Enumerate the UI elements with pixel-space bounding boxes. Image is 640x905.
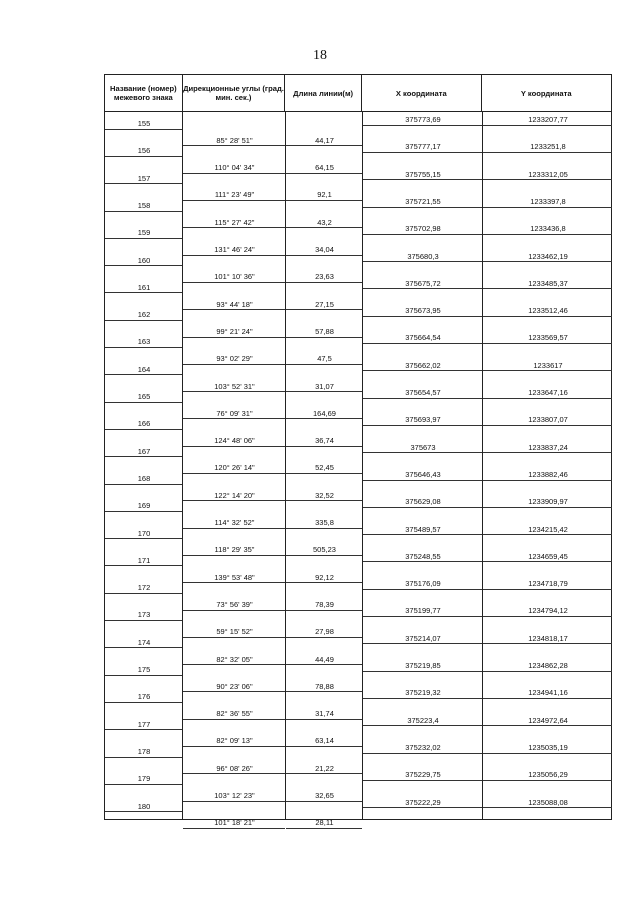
line-length: 32,52 — [315, 490, 334, 500]
row-rule — [483, 316, 612, 317]
row-rule — [483, 534, 612, 535]
row-rule — [105, 565, 182, 566]
row-rule — [363, 179, 482, 180]
row-rule — [183, 691, 285, 692]
x-coordinate: 375199,77 — [405, 606, 441, 616]
x-coordinate: 375702,98 — [405, 224, 441, 234]
row-rule — [483, 643, 612, 644]
x-coordinate: 375176,09 — [405, 579, 441, 589]
x-coordinate: 375662,02 — [405, 360, 441, 370]
row-rule — [105, 702, 182, 703]
y-coordinate: 1233251,8 — [530, 142, 566, 152]
row-rule — [286, 145, 362, 146]
row-rule — [363, 643, 482, 644]
row-rule — [105, 757, 182, 758]
row-rule — [363, 507, 482, 508]
row-rule — [105, 402, 182, 403]
row-rule — [183, 746, 285, 747]
row-rule — [286, 473, 362, 474]
point-name: 156 — [137, 146, 151, 156]
x-coordinate: 375673,95 — [405, 306, 441, 316]
direction-angle: 99° 21' 24" — [216, 326, 253, 336]
direction-angle: 101° 10' 36" — [214, 272, 255, 282]
direction-angle: 90° 23' 06" — [216, 681, 253, 691]
row-rule — [363, 780, 482, 781]
row-rule — [183, 610, 285, 611]
direction-angle: 124° 48' 06" — [214, 436, 255, 446]
row-rule — [483, 234, 612, 235]
line-length: 44,49 — [315, 654, 334, 664]
line-length: 27,98 — [315, 627, 334, 637]
row-rule — [105, 511, 182, 512]
direction-angle: 82° 36' 55" — [216, 709, 253, 719]
row-rule — [286, 255, 362, 256]
row-rule — [183, 664, 285, 665]
direction-angle: 115° 27' 42" — [214, 217, 255, 227]
row-rule — [286, 719, 362, 720]
direction-angle: 73° 56' 39" — [216, 599, 253, 609]
survey-table — [104, 74, 612, 828]
header-point-name: Название (номер) межевого знака — [105, 75, 183, 111]
row-rule — [363, 698, 482, 699]
row-rule — [105, 811, 182, 812]
x-coordinate: 375214,07 — [405, 633, 441, 643]
y-coordinate: 1234941,16 — [528, 688, 568, 698]
row-rule — [286, 418, 362, 419]
row-rule — [183, 637, 285, 638]
point-name: 180 — [137, 801, 151, 811]
line-length: 43,2 — [317, 217, 332, 227]
y-coordinate: 1235056,29 — [528, 770, 568, 780]
x-coordinate: 375680,3 — [407, 251, 439, 261]
point-name: 176 — [137, 692, 151, 702]
row-rule — [286, 337, 362, 338]
line-length: 505,23 — [313, 545, 336, 555]
x-coordinate: 375693,97 — [405, 415, 441, 425]
y-coordinate: 1234718,79 — [528, 579, 568, 589]
line-length: 31,07 — [315, 381, 334, 391]
row-rule — [183, 828, 285, 829]
point-name: 161 — [137, 282, 151, 292]
row-rule — [286, 773, 362, 774]
row-rule — [286, 227, 362, 228]
x-coordinate: 375223,4 — [407, 715, 439, 725]
row-rule — [183, 473, 285, 474]
header-y-coordinate: Y координата — [520, 88, 572, 98]
row-rule — [363, 207, 482, 208]
row-rule — [363, 480, 482, 481]
row-rule — [483, 589, 612, 590]
direction-angle: 101° 18' 21" — [214, 818, 255, 828]
y-coordinate: 1234818,17 — [528, 633, 568, 643]
row-rule — [483, 370, 612, 371]
x-coordinate: 375654,57 — [405, 388, 441, 397]
direction-angle: 114° 32' 52" — [214, 518, 255, 527]
row-rule — [363, 398, 482, 399]
line-length: 164,69 — [313, 408, 336, 418]
direction-angle: 111° 23' 49" — [214, 190, 255, 200]
row-rule — [363, 234, 482, 235]
direction-angle: 96° 08' 26" — [216, 763, 253, 773]
point-name: 164 — [137, 364, 151, 374]
direction-angle: 118° 29' 35" — [214, 545, 255, 555]
row-rule — [183, 801, 285, 802]
point-name: 162 — [137, 310, 151, 320]
point-name: 168 — [137, 473, 151, 483]
row-rule — [286, 364, 362, 365]
y-coordinate: 1233617 — [533, 360, 563, 370]
point-name: 166 — [137, 419, 151, 429]
direction-angle: 82° 32' 05" — [216, 654, 253, 664]
y-coordinate: 1234215,42 — [528, 524, 568, 534]
row-rule — [286, 309, 362, 310]
row-rule — [363, 807, 482, 808]
row-rule — [286, 500, 362, 501]
line-length: 28,11 — [315, 818, 334, 828]
row-rule — [363, 671, 482, 672]
row-rule — [286, 582, 362, 583]
row-rule — [483, 753, 612, 754]
row-rule — [483, 261, 612, 262]
row-rule — [483, 480, 612, 481]
row-rule — [105, 784, 182, 785]
direction-angle: 93° 44' 18" — [216, 299, 253, 309]
y-coordinate: 1234794,12 — [528, 606, 568, 616]
row-rule — [183, 173, 285, 174]
line-length: 63,14 — [315, 736, 334, 746]
row-rule — [105, 347, 182, 348]
line-length: 52,45 — [315, 463, 334, 473]
row-rule — [183, 391, 285, 392]
y-coordinate: 1233647,16 — [528, 388, 568, 397]
y-coordinate: 1233207,77 — [528, 115, 568, 124]
row-rule — [483, 807, 612, 808]
x-coordinate: 375673 — [410, 442, 436, 452]
x-coordinate: 375489,57 — [405, 524, 441, 534]
row-rule — [183, 418, 285, 419]
point-name: 179 — [137, 774, 151, 784]
y-coordinate: 1234659,45 — [528, 551, 568, 561]
y-coordinate: 1235035,19 — [528, 742, 568, 752]
x-coordinate: 375755,15 — [405, 169, 441, 179]
row-rule — [183, 309, 285, 310]
x-coordinate: 375219,85 — [405, 661, 441, 670]
line-length: 47,5 — [317, 354, 332, 364]
row-rule — [363, 370, 482, 371]
row-rule — [363, 261, 482, 262]
x-coordinate: 375721,55 — [405, 196, 441, 206]
line-length: 78,39 — [315, 599, 334, 609]
row-rule — [105, 456, 182, 457]
line-length: 27,15 — [315, 299, 334, 309]
point-name: 172 — [137, 583, 151, 593]
direction-angle: 85° 28' 51" — [216, 135, 253, 145]
point-name: 170 — [137, 528, 151, 538]
line-length: 34,04 — [315, 245, 334, 254]
direction-angle: 59° 15' 52" — [216, 627, 253, 637]
y-coordinate: 1233462,19 — [528, 251, 568, 261]
row-rule — [105, 538, 182, 539]
row-rule — [105, 484, 182, 485]
point-name: 158 — [137, 200, 151, 210]
y-coordinate: 1233909,97 — [528, 497, 568, 507]
point-name: 159 — [137, 228, 151, 238]
x-coordinate: 375219,32 — [405, 688, 441, 698]
row-rule — [363, 316, 482, 317]
direction-angle: 103° 52' 31" — [214, 381, 255, 391]
row-rule — [183, 337, 285, 338]
row-rule — [183, 500, 285, 501]
row-rule — [183, 200, 285, 201]
point-name: 174 — [137, 637, 151, 647]
direction-angle: 93° 02' 29" — [216, 354, 253, 364]
y-coordinate: 1233882,46 — [528, 469, 568, 479]
row-rule — [483, 561, 612, 562]
row-rule — [105, 265, 182, 266]
row-rule — [286, 282, 362, 283]
x-coordinate: 375222,29 — [405, 797, 441, 807]
row-rule — [483, 616, 612, 617]
row-rule — [183, 555, 285, 556]
row-rule — [105, 129, 182, 130]
table-header — [104, 74, 612, 112]
x-coordinate: 375773,69 — [405, 115, 441, 124]
row-rule — [363, 343, 482, 344]
point-name: 160 — [137, 255, 151, 265]
row-rule — [286, 391, 362, 392]
row-rule — [183, 282, 285, 283]
row-rule — [105, 620, 182, 621]
point-name: 171 — [137, 555, 151, 565]
row-rule — [105, 238, 182, 239]
row-rule — [363, 561, 482, 562]
row-rule — [183, 446, 285, 447]
x-coordinate: 375675,72 — [405, 278, 441, 288]
line-length: 335,8 — [315, 518, 334, 527]
x-coordinate: 375229,75 — [405, 770, 441, 780]
row-rule — [363, 125, 482, 126]
row-rule — [483, 780, 612, 781]
row-rule — [105, 292, 182, 293]
row-rule — [183, 255, 285, 256]
row-rule — [286, 555, 362, 556]
row-rule — [363, 152, 482, 153]
y-coordinate: 1233569,57 — [528, 333, 568, 343]
row-rule — [105, 593, 182, 594]
y-coordinate: 1235088,08 — [528, 797, 568, 807]
x-coordinate: 375232,02 — [405, 742, 441, 752]
row-rule — [483, 698, 612, 699]
row-rule — [286, 528, 362, 529]
row-rule — [286, 173, 362, 174]
row-rule — [105, 156, 182, 157]
row-rule — [286, 610, 362, 611]
row-rule — [483, 452, 612, 453]
point-name: 177 — [137, 719, 151, 729]
row-rule — [363, 725, 482, 726]
direction-angle: 122° 14' 20" — [214, 490, 255, 500]
point-name: 169 — [137, 501, 151, 511]
y-coordinate: 1233312,05 — [528, 169, 568, 179]
row-rule — [105, 675, 182, 676]
row-rule — [105, 183, 182, 184]
x-coordinate: 375629,08 — [405, 497, 441, 507]
line-length: 64,15 — [315, 163, 334, 173]
line-length: 57,88 — [315, 326, 334, 336]
x-coordinate: 375248,55 — [405, 551, 441, 561]
row-rule — [286, 801, 362, 802]
direction-angle: 120° 26' 14" — [214, 463, 255, 473]
column-divider — [482, 112, 483, 819]
row-rule — [363, 425, 482, 426]
row-rule — [286, 828, 362, 829]
line-length: 92,12 — [315, 572, 334, 582]
row-rule — [183, 582, 285, 583]
y-coordinate: 1234972,64 — [528, 715, 568, 725]
y-coordinate: 1233397,8 — [530, 196, 566, 206]
row-rule — [286, 746, 362, 747]
point-name: 163 — [137, 337, 151, 347]
table-body — [104, 112, 612, 828]
direction-angle: 82° 09' 13" — [216, 736, 253, 746]
point-name: 178 — [137, 746, 151, 756]
row-rule — [483, 288, 612, 289]
row-rule — [363, 452, 482, 453]
x-coordinate: 375646,43 — [405, 469, 441, 479]
y-coordinate: 1234862,28 — [528, 661, 568, 670]
row-rule — [363, 288, 482, 289]
row-rule — [183, 719, 285, 720]
y-coordinate: 1233837,24 — [528, 442, 568, 452]
row-rule — [363, 589, 482, 590]
row-rule — [286, 637, 362, 638]
point-name: 175 — [137, 665, 151, 674]
point-name: 155 — [137, 119, 151, 128]
direction-angle: 131° 46' 24" — [214, 245, 255, 254]
row-rule — [183, 145, 285, 146]
row-rule — [363, 616, 482, 617]
line-length: 44,17 — [315, 135, 334, 145]
y-coordinate: 1233436,8 — [530, 224, 566, 234]
header-direction-angle: Дирекционные углы (град. мин. сек.) — [183, 75, 286, 111]
line-length: 21,22 — [315, 763, 334, 773]
x-coordinate: 375777,17 — [405, 142, 441, 152]
row-rule — [105, 729, 182, 730]
row-rule — [105, 211, 182, 212]
header-line-length: Длина линии(м) — [285, 75, 362, 111]
y-coordinate: 1233485,37 — [528, 278, 568, 288]
line-length: 32,65 — [315, 791, 334, 800]
point-name: 157 — [137, 173, 151, 183]
row-rule — [183, 773, 285, 774]
row-rule — [105, 374, 182, 375]
direction-angle: 110° 04' 34" — [214, 163, 255, 173]
direction-angle: 103° 12' 23" — [214, 791, 255, 800]
row-rule — [483, 671, 612, 672]
row-rule — [363, 534, 482, 535]
row-rule — [483, 425, 612, 426]
page-number: 18 — [313, 48, 327, 63]
row-rule — [483, 179, 612, 180]
x-coordinate: 375664,54 — [405, 333, 441, 343]
row-rule — [105, 647, 182, 648]
row-rule — [483, 152, 612, 153]
line-length: 23,63 — [315, 272, 334, 282]
row-rule — [183, 227, 285, 228]
point-name: 173 — [137, 610, 151, 620]
point-name: 167 — [137, 446, 151, 456]
row-rule — [105, 320, 182, 321]
row-rule — [105, 429, 182, 430]
line-length: 78,88 — [315, 681, 334, 691]
direction-angle: 139° 53' 48" — [214, 572, 255, 582]
line-length: 36,74 — [315, 436, 334, 446]
direction-angle: 76° 09' 31" — [216, 408, 253, 418]
row-rule — [483, 343, 612, 344]
row-rule — [286, 200, 362, 201]
line-length: 92,1 — [317, 190, 332, 200]
row-rule — [183, 364, 285, 365]
row-rule — [286, 664, 362, 665]
row-rule — [286, 446, 362, 447]
row-rule — [286, 691, 362, 692]
row-rule — [483, 398, 612, 399]
row-rule — [483, 125, 612, 126]
point-name: 165 — [137, 392, 151, 401]
row-rule — [363, 753, 482, 754]
row-rule — [483, 507, 612, 508]
y-coordinate: 1233512,46 — [528, 306, 568, 316]
row-rule — [483, 725, 612, 726]
row-rule — [183, 528, 285, 529]
header-x-coordinate: X координата — [362, 75, 482, 111]
y-coordinate: 1233807,07 — [528, 415, 568, 425]
row-rule — [483, 207, 612, 208]
line-length: 31,74 — [315, 709, 334, 719]
